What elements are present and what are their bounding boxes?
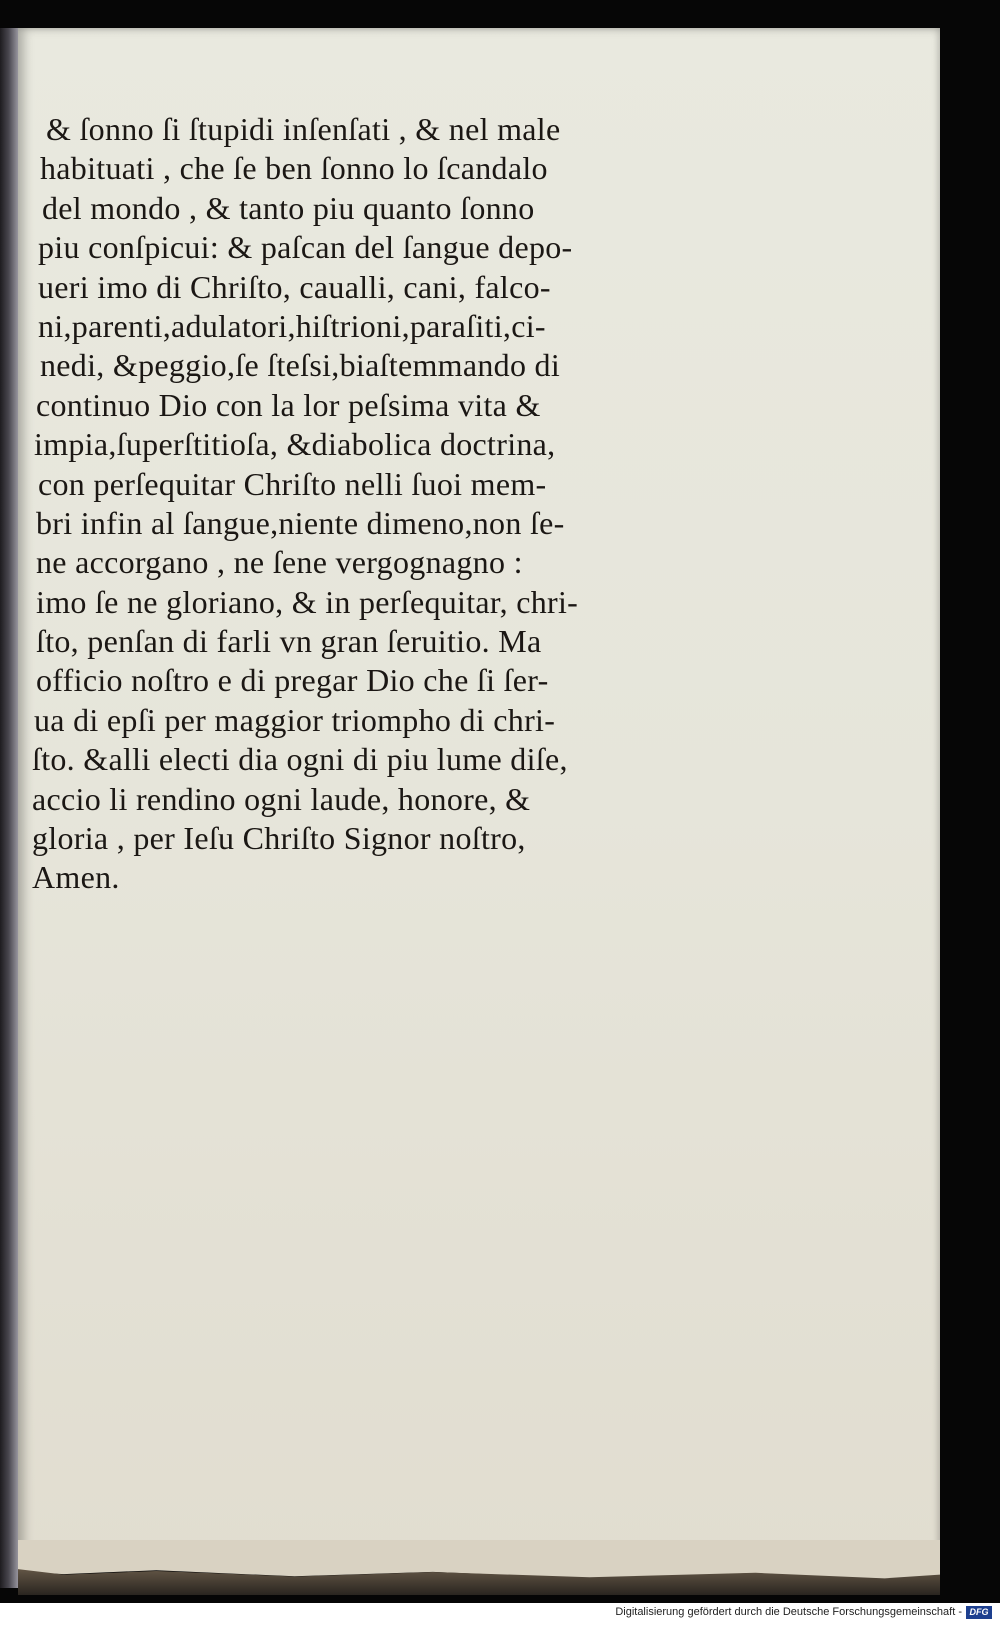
text-line: ſto. &alli electi dia ogni di piu lume diſe, [32,741,568,778]
text-line: ueri imo di Chriſto, caualli, cani, falco- [38,268,551,305]
text-line: gloria , per Ieſu Chriſto Signor noſtro, [32,820,526,857]
text-line: bri infin al ſangue,niente dimeno,non ſe- [36,504,565,541]
text-line: imo ſe ne gloriano, & in perſequitar, chri- [36,583,579,620]
digitization-credit: Digitalisierung gefördert durch die Deutsche Forschungsgemeinschaft - [615,1606,962,1618]
text-line: ſto, penſan di farli vn gran ſeruitio. Ma [36,623,542,660]
text-line: continuo Dio con la lor peſsima vita & [36,386,541,423]
dfg-logo: DFG [966,1606,992,1619]
text-line: Amen. [32,859,120,896]
text-line: ne accorgano , ne ſene vergognagno : [36,544,523,581]
text-line: del mondo , & tanto piu quanto ſonno [42,189,535,226]
text-line: accio li rendino ogni laude, honore, & [32,780,531,817]
text-line: officio noſtro e di pregar Dio che ſi ſer- [36,662,549,699]
text-line: piu conſpicui: & paſcan del ſangue depo- [38,229,573,266]
page-body-text [32,110,692,898]
text-line: impia,ſuperſtitioſa, &diabolica doctrina, [34,426,556,463]
text-line: & ſonno ſi ſtupidi inſenſati , & nel male [46,111,561,147]
text-line: habituati , che ſe ben ſonno lo ſcandalo [40,150,548,187]
text-line: ni,parenti,adulatori,hiſtrioni,paraſiti,ci- [38,307,546,344]
text-line: con perſequitar Chriſto nelli ſuoi mem- [38,465,547,502]
text-line: ua di epſi per maggior triompho di chri- [34,701,556,738]
text-line: nedi, &peggio,ſe ſteſsi,biaſtemmando di [40,347,561,384]
